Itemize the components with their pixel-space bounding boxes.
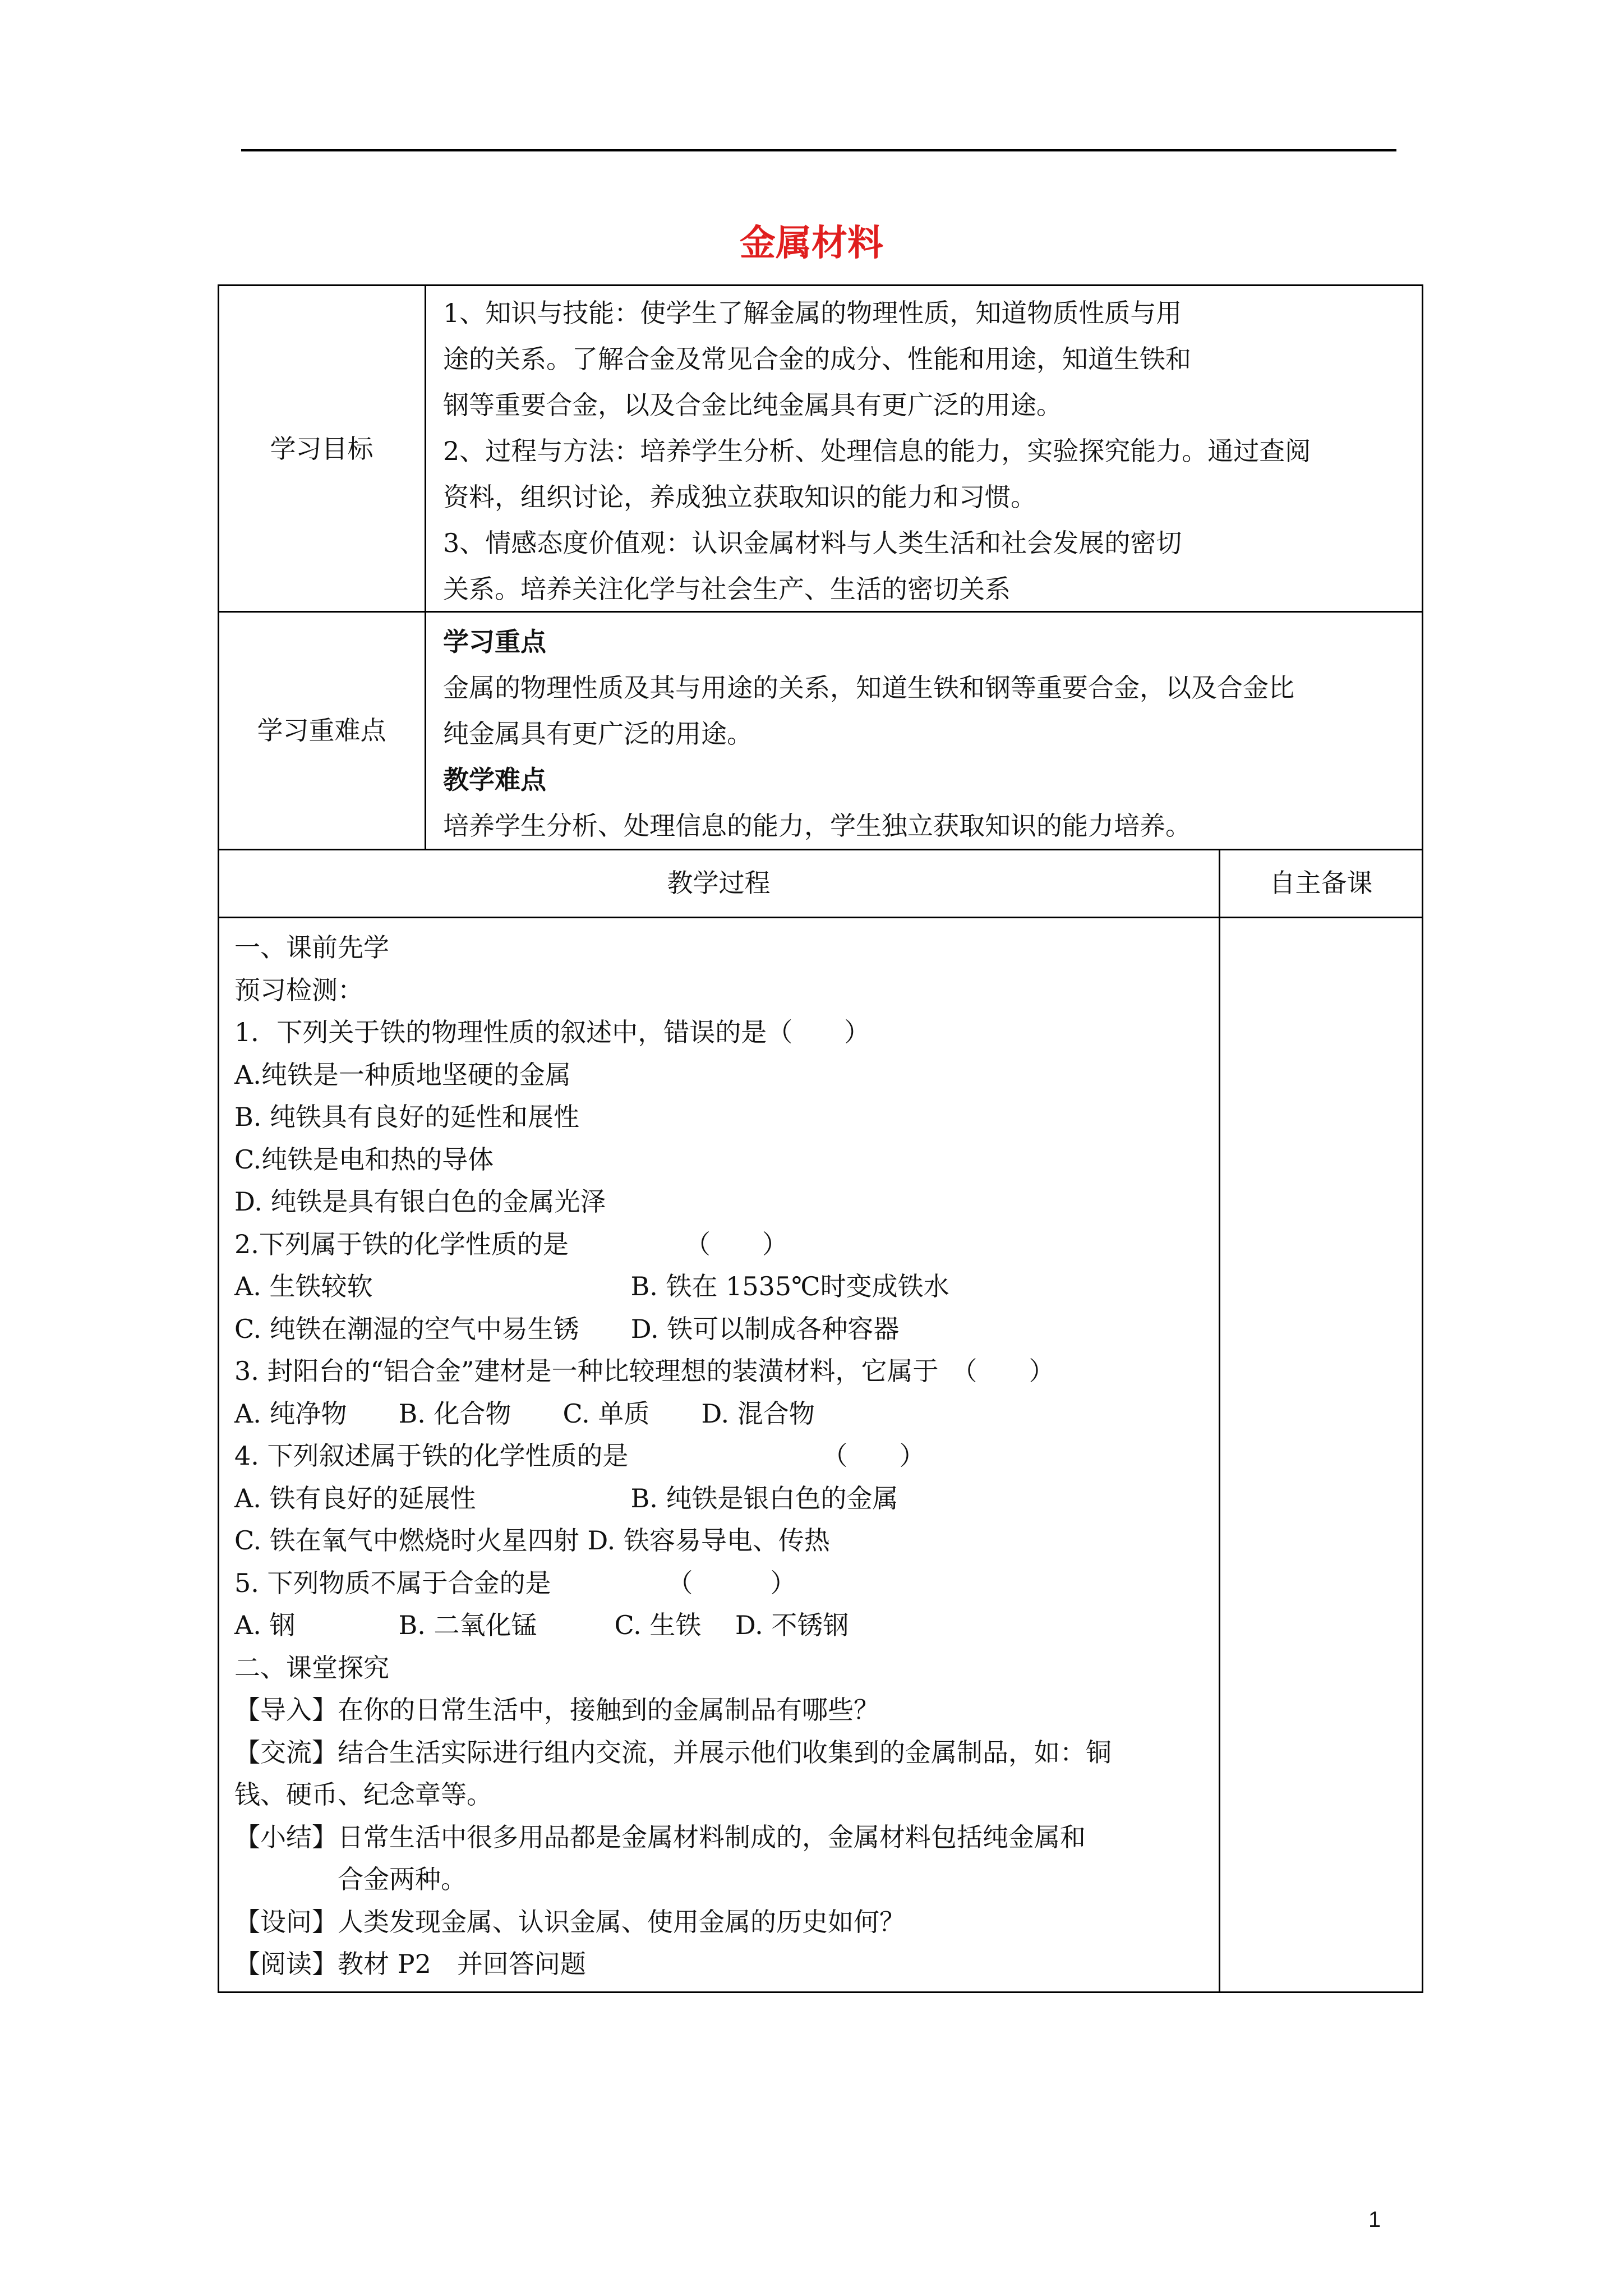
process-line: A.纯铁是一种质地坚硬的金属	[234, 1059, 571, 1090]
process-line: A. 钢 B. 二氧化锰 C. 生铁 D. 不锈钢	[234, 1610, 849, 1641]
process-line: 一、课前先学	[234, 932, 389, 963]
process-line: B. 纯铁具有良好的延性和展性	[234, 1102, 580, 1133]
table-divider-notes	[1219, 849, 1220, 1993]
difficulty-line: 培养学生分析、处理信息的能力，学生独立获取知识的能力培养。	[443, 811, 1191, 841]
notes-header: 自主备课	[1269, 868, 1373, 898]
key-points-label: 学习重难点	[257, 715, 386, 746]
process-line: 【交流】结合生活实际进行组内交流，并展示他们收集到的金属制品，如：铜	[234, 1737, 1112, 1768]
table-border-left	[218, 284, 219, 1993]
table-border-bottom	[218, 1991, 1423, 1993]
process-line: 【小结】日常生活中很多用品都是金属材料制成的，金属材料包括纯金属和	[234, 1821, 1086, 1852]
table-border-row3	[218, 917, 1423, 918]
process-line: A. 生铁较软 B. 铁在 1535℃时变成铁水	[234, 1271, 949, 1302]
table-divider-label	[425, 284, 426, 850]
process-line: C.纯铁是电和热的导体	[234, 1144, 494, 1175]
process-line: D. 纯铁是具有银白色的金属光泽	[234, 1186, 606, 1217]
table-border-row1	[218, 611, 1423, 613]
process-line: 二、课堂探究	[234, 1652, 389, 1683]
process-header: 教学过程	[667, 868, 771, 898]
process-line: 3. 封阳台的“铝合金”建材是一种比较理想的装潢材料，它属于 （ ）	[234, 1356, 1055, 1387]
page-number: 1	[1368, 2207, 1381, 2232]
process-line: 5. 下列物质不属于合金的是 （ ）	[234, 1567, 796, 1598]
key-points-line: 纯金属具有更广泛的用途。	[443, 719, 753, 749]
table-border-top	[218, 284, 1423, 286]
key-points-line: 金属的物理性质及其与用途的关系，知道生铁和钢等重要合金，以及合金比	[443, 673, 1294, 703]
process-line: C. 铁在氧气中燃烧时火星四射 D. 铁容易导电、传热	[234, 1525, 830, 1556]
process-line: A. 纯净物 B. 化合物 C. 单质 D. 混合物	[234, 1398, 815, 1429]
process-line: 钱、硬币、纪念章等。	[234, 1779, 492, 1810]
objectives-line: 1、知识与技能：使学生了解金属的物理性质，知道物质性质与用	[443, 298, 1182, 328]
process-line: 4. 下列叙述属于铁的化学性质的是 （ ）	[234, 1441, 925, 1471]
process-line: 2.下列属于铁的化学性质的是 （ ）	[234, 1228, 788, 1259]
objectives-line: 途的关系。了解合金及常见合金的成分、性能和用途，知道生铁和	[443, 344, 1191, 374]
table-border-right	[1422, 284, 1423, 1993]
objectives-line: 3、情感态度价值观：认识金属材料与人类生活和社会发展的密切	[443, 528, 1182, 558]
process-line: 合金两种。	[234, 1864, 467, 1895]
document-title: 金属材料	[740, 222, 883, 264]
process-line: 【导入】在你的日常生活中，接触到的金属制品有哪些？	[234, 1695, 879, 1726]
process-line: 预习检测：	[234, 974, 363, 1005]
process-line: C. 纯铁在潮湿的空气中易生锈 D. 铁可以制成各种容器	[234, 1313, 900, 1344]
process-line: 【设问】人类发现金属、认识金属、使用金属的历史如何？	[234, 1906, 905, 1937]
process-line: A. 铁有良好的延展性 B. 纯铁是银白色的金属	[234, 1483, 898, 1513]
difficulty-heading: 教学难点	[443, 765, 546, 795]
objectives-line: 关系。培养关注化学与社会生产、生活的密切关系	[443, 574, 1011, 604]
process-line: 1．下列关于铁的物理性质的叙述中，错误的是（ ）	[234, 1017, 870, 1048]
objectives-line: 资料，组织讨论，养成独立获取知识的能力和习惯。	[443, 482, 1036, 512]
key-points-heading: 学习重点	[443, 627, 546, 657]
objectives-line: 2、过程与方法：培养学生分析、处理信息的能力，实验探究能力。通过查阅	[443, 436, 1311, 466]
objectives-line: 钢等重要合金，以及合金比纯金属具有更广泛的用途。	[443, 390, 1062, 420]
header-rule	[241, 149, 1396, 151]
objectives-label: 学习目标	[270, 434, 374, 464]
table-border-row2	[218, 849, 1423, 850]
process-line: 【阅读】教材 P2 并回答问题	[234, 1949, 586, 1980]
